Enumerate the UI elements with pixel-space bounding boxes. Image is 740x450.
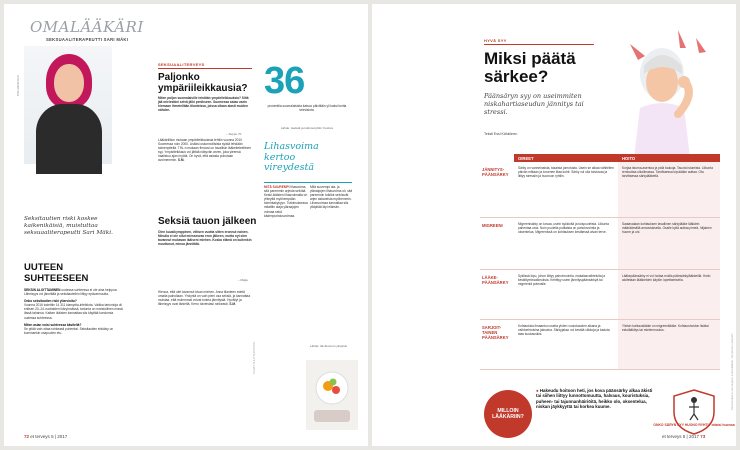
article1-signature: – Seppo 70 <box>226 132 242 136</box>
tip-text: Hakeudu hoitoon heti, jos kova päänsärky alkaa äkisti tai siihen liittyy lunnottomuutta, halvaus, kouristuksia, puheen- tai tajunnanhäiriöitä, heikko olo, oksentelua, niskan jäykkyyttä tai korkea kuume. <box>536 388 653 410</box>
row-label: SARJOIT-TAINEN PÄÄNSÄRKY <box>482 325 509 340</box>
left-mag-name: et terveys <box>30 434 50 439</box>
posture-shield-icon <box>653 388 735 436</box>
row-care: Saatavalaan kohtauksen tavallinen särkylääke lääkärin määräämällä annostuksella. Osalle kyllä auttaa pimeä, hiljainen huone ja uni. <box>618 218 720 269</box>
side-q2: Miten asian voisi suhteessa käsitellä? <box>24 322 82 327</box>
pull-quote: Seksitautien riski koskee kaikenikäisiä, muistuttaa seksuaaliterapeutti Sari Mäki. <box>24 216 113 237</box>
kicker-rule <box>158 68 252 69</box>
image-credit: KUVAT SHUTTERSTOCK <box>252 341 256 374</box>
row-cause: Särky on vanneinaista, tasaista jomotusta. Usein se alkaa vähitellen päivän mittaan ja kovenee iltaa kohti. Särky voi olla toistuvaa ja liittyy stressiin ja huonoon ryhtiin. <box>514 162 618 217</box>
table-row <box>480 218 720 270</box>
table-row <box>480 320 720 370</box>
main-heading-line1: Miksi päätä <box>484 49 576 68</box>
sweet-body-col2: Mitä suurempi ala- ja yläraajojen lihasvoima oli, sitä paremmin tutkitut selvisivät arjen askareista myöhemmin. Lihasvoimaa kannattaa siis ylläpitää läpi elämän. <box>310 185 353 210</box>
sweet-heading <box>264 142 352 174</box>
column-title: OMALÄÄKÄRI <box>30 18 144 36</box>
doctor-tip <box>536 388 656 410</box>
row-label: JÄNNITYS-PÄÄNSÄRKY <box>482 167 509 177</box>
headache-table <box>480 154 720 370</box>
main-heading-line2: särkee? <box>484 67 549 86</box>
side-q1: Onko seksitautien riski yliarvioitu? <box>24 299 77 304</box>
table-header <box>480 154 720 162</box>
sweet-rule <box>264 182 352 183</box>
side-article <box>24 288 124 408</box>
sweets-illustration <box>306 360 358 430</box>
row-care: Yleisin kohtauslääke on migreenilääke. Kohtaushoidon lisäksi estolääkitys tai mielenmuutos. <box>618 320 720 369</box>
column-subtitle: SEKSUAALITERAPEUTTI SARI MÄKI <box>46 37 129 42</box>
sweet-heading-line1: Lihasvoima <box>264 141 319 152</box>
table-row <box>480 270 720 320</box>
side-a1: Vuonna 2016 todettiin 14 311 klamydia-infektiota. Vaikka tartuntoja oli entisen 20–24-vuotiaiden ikäryhmässä, tartunta on mahdollinen missä iässä tahansa. Kaiken ikäisten kannattaa siis käyttää kondomia uudessa suhteessa. <box>24 303 123 320</box>
article2-signature: – Maija <box>238 278 248 282</box>
left-footer <box>24 434 67 439</box>
left-page-number: 72 <box>24 434 30 439</box>
header-spacer <box>480 154 514 162</box>
right-kicker-rule <box>484 44 594 45</box>
sweet-body-bold: MITÄ SUUREMPI <box>264 185 290 189</box>
right-page <box>372 4 736 446</box>
stat-source: Lähde: Hedelä ja tutkimusyhtiö YouGov <box>280 126 334 130</box>
article1-body-text: Lääkäriliiton mukaan ympärileikkauksia tehtiin vuonna 2010 Suomessa noin 2000. Lisäksi uskonnollisista syistä tehdään toimenpiteitä. THL:n mukaan fimoosi on tavallisin lääketieteellinen syy. Ympärileikkaus voi jättää näkyvän arven, joka yleensä haalistuu ajan myötä. On hyvä, että asiasta puhutaan avoimemmin. <box>158 138 251 163</box>
left-page <box>4 4 368 446</box>
row-label: MIGREENI <box>482 223 503 228</box>
side-heading-line2: SUHTEESEEN <box>24 273 89 284</box>
right-image-credit: Asiantuntijana neurologian erikoislääkäri, Tampereen yliopisto <box>730 333 734 410</box>
table-row <box>480 162 720 218</box>
row-care: Lääkepäänsärky ei voi hoitaa muilla päänsärkylääkkeillä. Hoito aloitetaan lääkkeiden käytön lopettamisella. <box>618 270 720 319</box>
article2-sign: S.M. <box>229 302 236 307</box>
side-heading-line1: UUTEEN <box>24 262 64 273</box>
article1-sign: S.M. <box>177 158 185 163</box>
stat-text: prosenttia suomalaisista katsoo päivittäin yli kaksi tuntia televisiota. <box>267 104 347 113</box>
col-header-care: HOITO <box>618 154 720 162</box>
side-intro-bold: SEKSIN ALOITTAMINEN <box>24 288 61 292</box>
photo-credit: PIIA ARNOULD <box>16 75 20 96</box>
side-a2: Se pitää vain ottaa rohkeasti puheeksi. Seksitautien ehkäisy on kummankin osapuolen etu. <box>24 326 114 335</box>
sweet-body: lihasvoima, sitä paremmin arjesta selviää. Keski-ikäisten lihasvoimalla on yhteyttä myöhempään toimintakykyyn. Tutkimuksessa mitattiin alaja yläraajojen voimaa sekä kädenpuristusvoimaa. <box>264 185 308 218</box>
row-cause: Syklissä kipu, johon liittyy pahoinvointia, makalasvaihteluita ja keskittymisvaikeuksia. Kehittyy usein jännityspäänsärkyä tai migreeniä potevalle. <box>514 270 618 319</box>
left-issue: 5 | 2017 <box>51 434 68 439</box>
article2-body-text: Hienoa, että olet tavannut kivan miehen. Anna tilanteen edetä omalla painollaan. Yhdyntä on vain pieni osa seksiä, ja kannattaa muistaa, että molemmat voivat tuntea jännitystä. Hyväilyt ja läheisyys ovat tärkeitä. Kerro toiveistasi rohkeasti. <box>158 290 251 307</box>
photo-body <box>36 104 102 174</box>
headache-illustration <box>600 24 720 174</box>
right-kicker: HYVÄ SYY <box>484 38 507 43</box>
article1-heading <box>158 72 248 94</box>
tip-bullet-icon: ● <box>536 388 539 393</box>
article2-heading: Seksiä tauon jälkeen <box>158 216 257 227</box>
row-label: LÄÄKE-PÄÄNSÄRKY <box>482 275 509 285</box>
photo-face <box>54 64 84 102</box>
author-line: Teksti Essi Kähkönen <box>484 132 518 136</box>
section-kicker: SEKSUAALITERVEYS <box>158 62 205 67</box>
article1-body <box>158 138 252 206</box>
right-issue: 5 | 2017 <box>682 434 699 439</box>
sweet-body-col1 <box>264 185 308 361</box>
side-heading <box>24 262 88 284</box>
article2-lead: Olen kuusikymppinen, viitisen vuotta sitten eronnut nainen. Minulla ei ole ollut miesseuraa eron jälkeen, mutta nyt olen tavannut mukavan ikäiseni miehen. Koska elämä on kuitenkin muuttunut, minua jännittää. <box>158 230 252 247</box>
row-care: Korjaa istuma-asentoa ja pidä taukoja. Tauota istumista. Liikunta rentouttaa ulkoilmassa. Tarvittaessa kipulääke auttaa. Ota tarvittaessa särkylääkettä. <box>618 162 720 217</box>
sweet-source: Lähde: Itä-Suomen yliopisto <box>310 344 348 348</box>
article1-lead: Miten paljon suomalaisille tehdään ympärileikkauksia? Siitä jää mielestäni selvä jälki penikseen. Suomessa asiaa usein hiemaan ihmetellään tilanteissa, joissa ollaan alasti muiden nähden. <box>158 96 249 113</box>
right-footer <box>662 434 705 439</box>
main-lead: Päänsäryn syy on useimmiten niskahartiaseudun jännitys tai stressi. <box>484 92 584 116</box>
sweet-heading-line3: vireydestä <box>264 162 314 173</box>
sweet-heading-line2: kertoo <box>264 151 296 163</box>
main-heading <box>484 50 576 86</box>
col-header-causes: OIREET <box>514 154 618 162</box>
shield-text: ONKO SÄRYN SYY HUONO RYHTI? ottaisi huonoa <box>653 423 735 427</box>
article1-heading-line1: Paljonko <box>158 72 200 83</box>
article1-heading-line2: ympäriileikkausia? <box>158 83 248 94</box>
side-intro: uudessa suhteessa ei ole aina helppoa. Läheisyys voi jännittää ja seksitauteihin liittyy epävarmuutta. <box>24 288 118 297</box>
doctor-badge: MILLOIN LÄÄKÄRIIN? <box>484 390 532 438</box>
author-photo <box>24 46 112 164</box>
article2-body <box>158 290 252 374</box>
row-cause: Migreenisärky on kovaa, usein sykkivää ja toispuoleista. Liikunta pahentaa oloa. Noin puolella potilaista on pahoinvointia ja oksentelua. Migreenissä on kohtauksen kestäessä aivan terve. <box>514 218 618 269</box>
stat-number: 36 <box>264 60 305 102</box>
right-page-number: 73 <box>700 434 706 439</box>
right-mag-name: et terveys <box>662 434 682 439</box>
row-cause: Kohtauksia ilmaantuu useita yhden vuorokauden aikana ja vaihtoehtoisina jaksoina. Särkyjakso voi kestää viikkoja ja kadota taas kuukausiksi. <box>514 320 618 369</box>
